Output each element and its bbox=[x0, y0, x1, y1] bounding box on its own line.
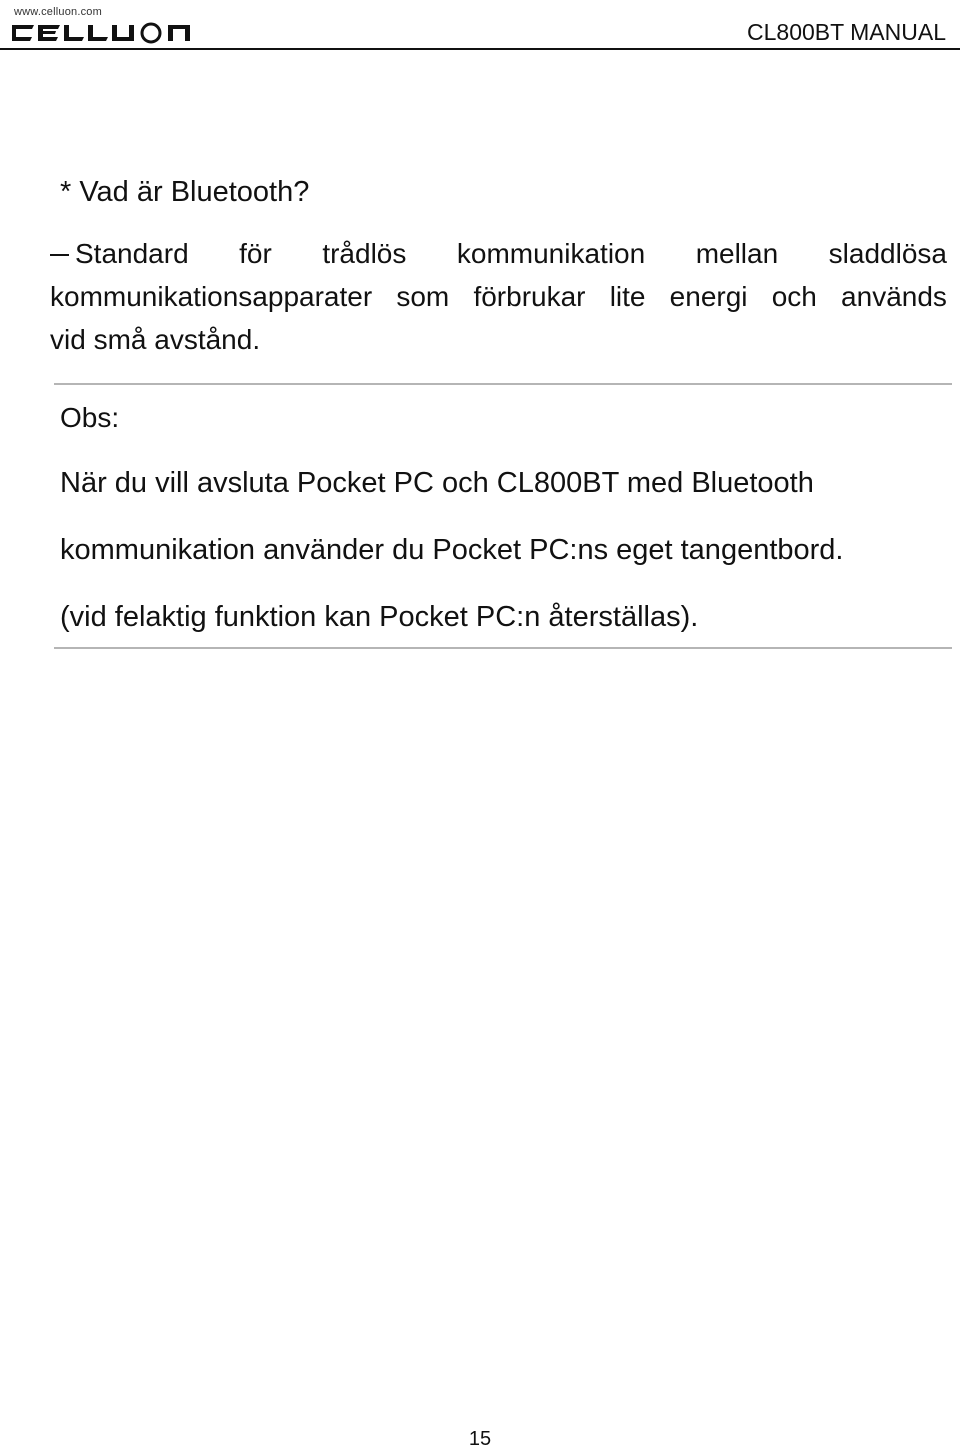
celluon-logo bbox=[8, 6, 208, 46]
answer-word: trådlös bbox=[322, 238, 407, 269]
answer-word: som bbox=[396, 281, 450, 312]
page-header bbox=[0, 0, 960, 56]
note-bottom-divider bbox=[54, 647, 952, 649]
answer-line-3: vid små avstånd. bbox=[50, 324, 261, 355]
note-line: kommunikation använder du Pocket PC:ns eget tangentbord. bbox=[60, 534, 844, 566]
document-title: CL800BT MANUAL bbox=[747, 19, 946, 45]
answer-word: för bbox=[239, 238, 272, 269]
answer-word: energi bbox=[669, 281, 748, 312]
answer-word: förbrukar bbox=[473, 281, 586, 312]
answer-line-1 bbox=[50, 232, 947, 275]
page-number: 15 bbox=[468, 1428, 492, 1450]
answer-word: används bbox=[841, 281, 947, 312]
answer-word: Standard bbox=[50, 232, 189, 275]
celluon-wordmark-icon bbox=[8, 19, 208, 47]
answer-word: och bbox=[771, 281, 817, 312]
logo-url-text: www.celluon.com bbox=[14, 6, 102, 18]
answer-word: sladdlösa bbox=[828, 238, 947, 269]
answer-word: lite bbox=[609, 281, 646, 312]
question-heading: * Vad är Bluetooth? bbox=[60, 176, 310, 208]
note-label: Obs: bbox=[60, 402, 120, 433]
answer-word: kommunikation bbox=[456, 238, 646, 269]
header-divider bbox=[0, 48, 960, 50]
answer-word: kommunikationsapparater bbox=[50, 281, 373, 312]
answer-paragraph bbox=[50, 232, 947, 361]
dash-icon bbox=[50, 254, 69, 256]
note-line: När du vill avsluta Pocket PC och CL800BT med Bluetooth bbox=[60, 467, 814, 499]
answer-line-2 bbox=[50, 275, 947, 318]
answer-word: mellan bbox=[695, 238, 779, 269]
note-top-divider bbox=[54, 383, 952, 385]
note-line: (vid felaktig funktion kan Pocket PC:n återställas). bbox=[60, 601, 699, 633]
